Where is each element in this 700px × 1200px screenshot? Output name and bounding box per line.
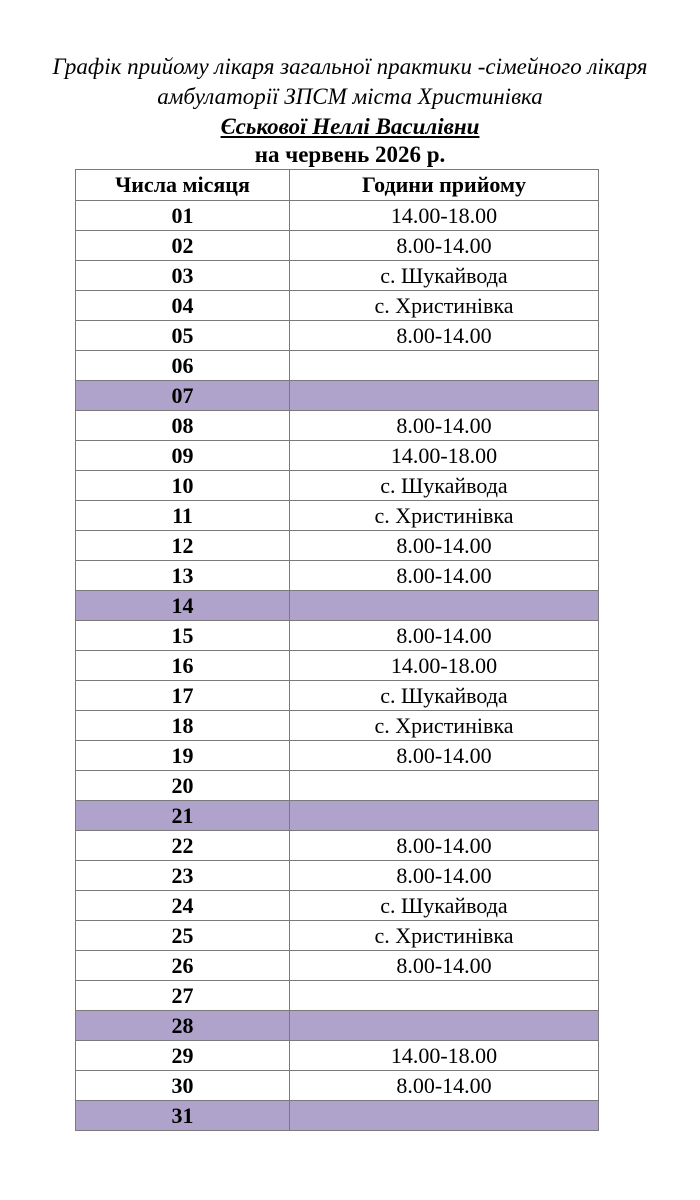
table-row: [76, 561, 599, 591]
day-cell: 27: [76, 981, 290, 1011]
hours-cell: [290, 381, 599, 411]
table-row: [76, 291, 599, 321]
hours-cell: [290, 801, 599, 831]
hours-cell: 14.00-18.00: [290, 1041, 599, 1071]
hours-cell: 8.00-14.00: [290, 411, 599, 441]
day-cell: 17: [76, 681, 290, 711]
hours-cell: 8.00-14.00: [290, 741, 599, 771]
day-cell: 14: [76, 591, 290, 621]
hours-cell: [290, 351, 599, 381]
table-row: [76, 741, 599, 771]
table-row: [76, 1101, 599, 1131]
table-row: [76, 951, 599, 981]
hours-cell: 8.00-14.00: [290, 861, 599, 891]
hours-cell: 8.00-14.00: [290, 1071, 599, 1101]
table-row: [76, 771, 599, 801]
day-cell: 03: [76, 261, 290, 291]
table-row: [76, 681, 599, 711]
day-cell: 01: [76, 201, 290, 231]
hours-cell: [290, 591, 599, 621]
hours-cell: 8.00-14.00: [290, 831, 599, 861]
table-row: [76, 1041, 599, 1071]
day-cell: 11: [76, 501, 290, 531]
day-cell: 13: [76, 561, 290, 591]
hours-cell: с. Шукайвода: [290, 681, 599, 711]
table-row: [76, 1011, 599, 1041]
hours-cell: с. Христинівка: [290, 501, 599, 531]
day-cell: 06: [76, 351, 290, 381]
hours-cell: с. Христинівка: [290, 711, 599, 741]
doctor-name: Єськової Неллі Василівни: [220, 114, 480, 139]
hours-cell: [290, 1011, 599, 1041]
hours-cell: с. Шукайвода: [290, 261, 599, 291]
day-cell: 24: [76, 891, 290, 921]
hours-cell: 8.00-14.00: [290, 231, 599, 261]
table-row: [76, 621, 599, 651]
table-row: [76, 801, 599, 831]
day-cell: 09: [76, 441, 290, 471]
hours-cell: [290, 771, 599, 801]
table-row: [76, 591, 599, 621]
hours-cell: с. Шукайвода: [290, 471, 599, 501]
table-row: [76, 381, 599, 411]
day-cell: 30: [76, 1071, 290, 1101]
table-row: [76, 261, 599, 291]
table-row: [76, 231, 599, 261]
day-cell: 26: [76, 951, 290, 981]
hours-cell: [290, 1101, 599, 1131]
hours-cell: 14.00-18.00: [290, 201, 599, 231]
hours-cell: с. Шукайвода: [290, 891, 599, 921]
hours-cell: 8.00-14.00: [290, 321, 599, 351]
hours-cell: 8.00-14.00: [290, 951, 599, 981]
hours-cell: 8.00-14.00: [290, 561, 599, 591]
day-cell: 19: [76, 741, 290, 771]
table-row: [76, 201, 599, 231]
table-row: [76, 891, 599, 921]
column-header-day: Числа місяця: [76, 170, 290, 201]
day-cell: 20: [76, 771, 290, 801]
table-row: [76, 861, 599, 891]
hours-cell: [290, 981, 599, 1011]
day-cell: 04: [76, 291, 290, 321]
table-row: [76, 321, 599, 351]
table-row: [76, 921, 599, 951]
table-row: [76, 531, 599, 561]
table-row: [76, 501, 599, 531]
day-cell: 18: [76, 711, 290, 741]
day-cell: 22: [76, 831, 290, 861]
hours-cell: 14.00-18.00: [290, 651, 599, 681]
day-cell: 29: [76, 1041, 290, 1071]
table-row: [76, 1071, 599, 1101]
schedule-month: на червень 2026 р.: [254, 142, 446, 167]
hours-cell: с. Христинівка: [290, 291, 599, 321]
hours-cell: 8.00-14.00: [290, 531, 599, 561]
schedule-body: [76, 201, 599, 1131]
table-row: [76, 981, 599, 1011]
hours-cell: с. Христинівка: [290, 921, 599, 951]
day-cell: 16: [76, 651, 290, 681]
day-cell: 15: [76, 621, 290, 651]
day-cell: 12: [76, 531, 290, 561]
day-cell: 08: [76, 411, 290, 441]
day-cell: 28: [76, 1011, 290, 1041]
day-cell: 02: [76, 231, 290, 261]
day-cell: 10: [76, 471, 290, 501]
table-row: [76, 441, 599, 471]
table-row: [76, 711, 599, 741]
hours-cell: 8.00-14.00: [290, 621, 599, 651]
day-cell: 31: [76, 1101, 290, 1131]
document-header: [0, 52, 700, 169]
day-cell: 21: [76, 801, 290, 831]
table-row: [76, 651, 599, 681]
day-cell: 25: [76, 921, 290, 951]
table-header-row: [76, 170, 599, 201]
day-cell: 23: [76, 861, 290, 891]
table-row: [76, 411, 599, 441]
hours-cell: 14.00-18.00: [290, 441, 599, 471]
table-row: [76, 351, 599, 381]
day-cell: 07: [76, 381, 290, 411]
document-title: Графік прийому лікаря загальної практики -сімейного лікаря: [52, 54, 648, 79]
day-cell: 05: [76, 321, 290, 351]
schedule-table: [75, 169, 599, 1131]
table-row: [76, 831, 599, 861]
column-header-hours: Години прийому: [290, 170, 599, 201]
table-row: [76, 471, 599, 501]
document-subtitle: амбулаторії ЗПСМ міста Христинівка: [157, 84, 543, 109]
